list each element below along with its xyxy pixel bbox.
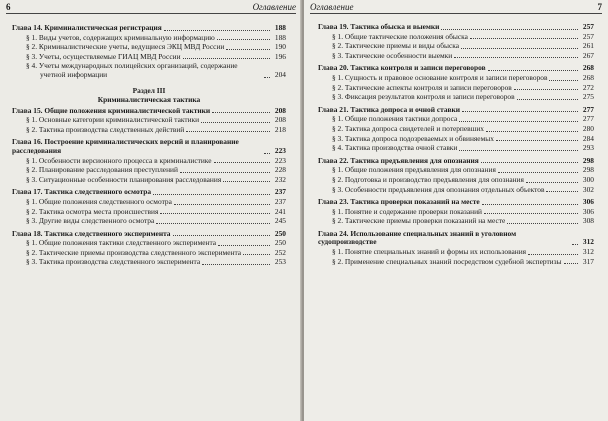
toc-chapter-page-number: 277 <box>582 104 594 114</box>
toc-section-title: § 4. Тактика производства очной ставки <box>332 143 458 153</box>
toc-section <box>318 217 594 226</box>
dot-leader <box>486 131 578 132</box>
dot-leader <box>459 150 578 151</box>
toc-section <box>12 53 286 62</box>
right-page-number: 7 <box>597 2 602 12</box>
toc-section <box>318 258 594 267</box>
toc-chapter <box>12 24 286 33</box>
toc-chapter-title: Глава 14. Криминалистическая регистрация <box>12 23 162 32</box>
toc-section <box>12 176 286 185</box>
toc-section-title: § 2. Тактические приемы и виды обыска <box>332 41 460 51</box>
left-page-number: 6 <box>6 2 11 12</box>
left-toc-block-a <box>12 24 286 80</box>
toc-section-title: § 3. Фиксация результатов контроля и записи переговоров <box>332 92 515 102</box>
toc-section-page-number: 317 <box>582 256 594 266</box>
dot-leader <box>202 264 270 265</box>
dot-leader <box>484 213 578 214</box>
toc-section <box>318 74 594 83</box>
toc-chapter-page-number: 237 <box>274 187 286 197</box>
dot-leader <box>226 49 270 50</box>
toc-section-page-number: 277 <box>582 114 594 124</box>
toc-section-title: § 2. Применение специальных знаний посредством судебной экспертизы <box>332 256 562 266</box>
toc-section-title: § 2. Подготовка и производство предъявления для опознания <box>332 174 524 184</box>
toc-section-page-number: 272 <box>582 82 594 92</box>
toc-section-title: § 2. Тактические аспекты контроля и записи переговоров <box>332 82 512 92</box>
toc-section <box>12 43 286 52</box>
dot-leader <box>218 245 270 246</box>
toc-section-title: § 3. Ситуационные особенности планирования расследования <box>26 174 222 184</box>
toc-section <box>12 126 286 135</box>
dot-leader <box>174 204 270 205</box>
dot-leader <box>459 121 578 122</box>
toc-chapter-title: Глава 24. Использование специальных знаний в уголовном судопроизводстве <box>318 228 517 247</box>
dot-leader <box>526 182 578 183</box>
dot-leader <box>507 223 578 224</box>
dot-leader <box>517 99 578 100</box>
dot-leader <box>173 235 270 236</box>
toc-chapter <box>318 230 594 247</box>
left-header-rule <box>6 13 296 14</box>
right-page <box>304 0 608 421</box>
toc-chapter-page-number: 298 <box>582 155 594 165</box>
toc-section-title: § 1. Общие положения предъявления для опознания <box>332 165 496 175</box>
toc-section <box>318 248 594 257</box>
toc-section-title: § 2. Тактические приемы проверки показаний на месте <box>332 216 506 226</box>
dot-leader <box>180 172 270 173</box>
right-toc <box>318 23 594 266</box>
toc-section-page-number: 293 <box>582 143 594 153</box>
dot-leader <box>549 80 578 81</box>
toc-section-page-number: 280 <box>582 123 594 133</box>
toc-chapter-title: Глава 16. Построение криминалистических версий и планирование расследования <box>12 137 239 155</box>
dot-leader <box>217 39 270 40</box>
left-toc-block-b <box>12 107 286 268</box>
toc-section-title: § 3. Учеты, осуществляемые ГИАЦ МВД России <box>26 51 181 61</box>
toc-section-title: § 1. Особенности версионного процесса в криминалистике <box>26 155 212 165</box>
toc-section <box>12 217 286 226</box>
toc-section-title: § 1. Понятие специальных знаний и формы их использования <box>332 247 527 257</box>
dot-leader <box>482 204 578 205</box>
toc-section <box>318 84 594 93</box>
toc-section-page-number: 208 <box>274 115 286 125</box>
toc-section <box>318 115 594 124</box>
toc-section <box>318 144 594 153</box>
toc-section-title: § 1. Общие положения тактики допроса <box>332 114 458 124</box>
toc-section-title: § 3. Тактика производства следственного эксперимента <box>26 257 201 267</box>
toc-section <box>12 208 286 217</box>
dot-leader <box>514 89 578 90</box>
toc-section <box>318 52 594 61</box>
dot-leader <box>454 57 578 58</box>
toc-section-page-number: 308 <box>582 216 594 226</box>
dot-leader <box>264 77 270 78</box>
toc-section <box>318 176 594 185</box>
toc-section <box>318 208 594 217</box>
right-page-header <box>310 2 602 12</box>
toc-chapter-title: Глава 21. Тактика допроса и очной ставки <box>318 104 461 114</box>
dot-leader <box>546 191 578 192</box>
dot-leader <box>201 122 270 123</box>
toc-section-title: § 2. Тактика допроса свидетелей и потерпевших <box>332 123 484 133</box>
toc-section-title: § 1. Основные категории криминалистической тактики <box>26 115 200 125</box>
toc-chapter-title: Глава 18. Тактика следственного эксперимента <box>12 228 171 238</box>
toc-section <box>318 33 594 42</box>
toc-section-page-number: 253 <box>274 257 286 267</box>
right-running-header: Оглавление <box>310 2 354 12</box>
toc-section-title: § 4. Учеты международных полицейских организаций, содержание учетной информации <box>26 61 238 79</box>
toc-chapter <box>12 230 286 239</box>
dot-leader <box>470 38 578 39</box>
toc-section-page-number: 275 <box>582 92 594 102</box>
toc-section-page-number: 245 <box>274 216 286 226</box>
toc-section-page-number: 250 <box>274 238 286 248</box>
toc-chapter <box>318 106 594 115</box>
toc-section-title: § 3. Тактические особенности выемки <box>332 50 453 60</box>
dot-leader <box>243 254 270 255</box>
toc-section <box>12 198 286 207</box>
toc-section-page-number: 300 <box>582 174 594 184</box>
toc-section <box>12 166 286 175</box>
toc-section-page-number: 204 <box>274 69 286 79</box>
dot-leader <box>481 162 578 163</box>
toc-section-page-number: 284 <box>582 133 594 143</box>
toc-chapter <box>318 198 594 207</box>
toc-chapter-page-number: 312 <box>582 237 594 247</box>
toc-section-page-number: 267 <box>582 50 594 60</box>
dot-leader <box>183 58 270 59</box>
toc-chapter-title: Глава 23. Тактика проверки показаний на месте <box>318 197 480 207</box>
toc-chapter-title: Глава 19. Тактика обыска и выемки <box>318 22 440 31</box>
left-page-header <box>6 2 296 12</box>
toc-section <box>12 157 286 166</box>
toc-chapter-page-number: 250 <box>274 228 286 238</box>
toc-section-title: § 2. Планирование расследования преступлений <box>26 165 178 175</box>
toc-section-page-number: 257 <box>582 31 594 41</box>
toc-section-page-number: 223 <box>274 155 286 165</box>
dot-leader <box>160 213 270 214</box>
toc-section-page-number: 302 <box>582 184 594 194</box>
dot-leader <box>488 70 578 71</box>
toc-chapter-page-number: 257 <box>582 22 594 31</box>
toc-section-page-number: 232 <box>274 174 286 184</box>
toc-section <box>318 125 594 134</box>
toc-chapter-page-number: 188 <box>274 23 286 32</box>
toc-section-title: § 3. Особенности предъявления для опознания отдельных объектов <box>332 184 545 194</box>
toc-chapter <box>12 138 286 155</box>
toc-section <box>12 249 286 258</box>
toc-chapter-page-number: 268 <box>582 63 594 73</box>
toc-section <box>318 42 594 51</box>
toc-section-page-number: 188 <box>274 32 286 42</box>
toc-chapter-title: Глава 15. Общие положения криминалистической тактики <box>12 105 211 115</box>
toc-chapter <box>318 23 594 32</box>
toc-section-title: § 1. Сущность и правовое основание контроля и записи переговоров <box>332 72 548 82</box>
toc-section-page-number: 312 <box>582 247 594 257</box>
dot-leader <box>572 244 578 245</box>
right-toc-chapters <box>318 23 594 266</box>
left-running-header: Оглавление <box>252 2 296 12</box>
dot-leader <box>153 194 270 195</box>
toc-section-page-number: 268 <box>582 72 594 82</box>
dot-leader <box>186 131 270 132</box>
toc-section <box>12 62 286 79</box>
toc-section-title: § 2. Тактические приемы производства следственного эксперимента <box>26 247 242 257</box>
toc-section-title: § 2. Тактика осмотра места происшествия <box>26 206 159 216</box>
toc-section <box>318 186 594 195</box>
toc-chapter-title: Глава 17. Тактика следственного осмотра <box>12 187 152 197</box>
dot-leader <box>564 263 578 264</box>
left-toc <box>12 24 286 267</box>
toc-section-page-number: 218 <box>274 124 286 134</box>
toc-chapter <box>318 157 594 166</box>
toc-section-title: § 2. Тактика производства следственных действий <box>26 124 185 134</box>
toc-section-title: § 3. Тактика допроса подозреваемых и обвиняемых <box>332 133 494 143</box>
toc-section-page-number: 228 <box>274 165 286 175</box>
toc-section-title: § 2. Криминалистические учеты, ведущиеся ЭКЦ МВД России <box>26 42 225 52</box>
toc-section-page-number: 241 <box>274 206 286 216</box>
dot-leader <box>496 140 578 141</box>
dot-leader <box>461 48 578 49</box>
toc-section-title: § 1. Общие тактические положения обыска <box>332 31 468 41</box>
dot-leader <box>156 223 270 224</box>
dot-leader <box>498 172 578 173</box>
toc-section <box>12 258 286 267</box>
toc-chapter <box>318 64 594 73</box>
part-label: Раздел III <box>132 85 166 95</box>
toc-section-title: § 3. Другие виды следственного осмотра <box>26 216 155 226</box>
toc-section-page-number: 237 <box>274 196 286 206</box>
part-heading <box>12 86 286 104</box>
toc-section-title: § 1. Общие положения тактики следственного эксперимента <box>26 238 217 248</box>
toc-chapter-title: Глава 20. Тактика контроля и записи переговоров <box>318 63 486 73</box>
toc-chapter-page-number: 306 <box>582 197 594 207</box>
left-page <box>0 0 302 421</box>
toc-section <box>318 166 594 175</box>
toc-section-page-number: 190 <box>274 42 286 52</box>
toc-section <box>318 135 594 144</box>
right-header-rule <box>310 13 602 14</box>
toc-section-title: § 1. Общие положения следственного осмотра <box>26 196 172 206</box>
toc-chapter-title: Глава 22. Тактика предъявления для опознания <box>318 155 479 165</box>
toc-chapter-page-number: 208 <box>274 105 286 115</box>
dot-leader <box>264 153 270 154</box>
dot-leader <box>462 111 578 112</box>
toc-section <box>318 93 594 102</box>
toc-chapter-page-number: 223 <box>274 145 286 155</box>
dot-leader <box>528 254 578 255</box>
dot-leader <box>223 181 270 182</box>
toc-section <box>12 116 286 125</box>
toc-section-page-number: 261 <box>582 41 594 51</box>
toc-section-title: § 1. Понятие и содержание проверки показаний <box>332 206 482 216</box>
toc-section-page-number: 298 <box>582 165 594 175</box>
dot-leader <box>164 30 270 31</box>
toc-section-page-number: 252 <box>274 247 286 257</box>
part-title: Криминалистическая тактика <box>97 94 201 104</box>
toc-section-page-number: 196 <box>274 51 286 61</box>
dot-leader <box>441 29 578 30</box>
toc-section-title: § 1. Виды учетов, содержащих криминальную информацию <box>26 32 215 42</box>
toc-section-page-number: 306 <box>582 206 594 216</box>
dot-leader <box>212 112 270 113</box>
toc-section <box>12 239 286 248</box>
toc-chapter <box>12 188 286 197</box>
dot-leader <box>214 162 271 163</box>
toc-section <box>12 34 286 43</box>
toc-chapter <box>12 107 286 116</box>
